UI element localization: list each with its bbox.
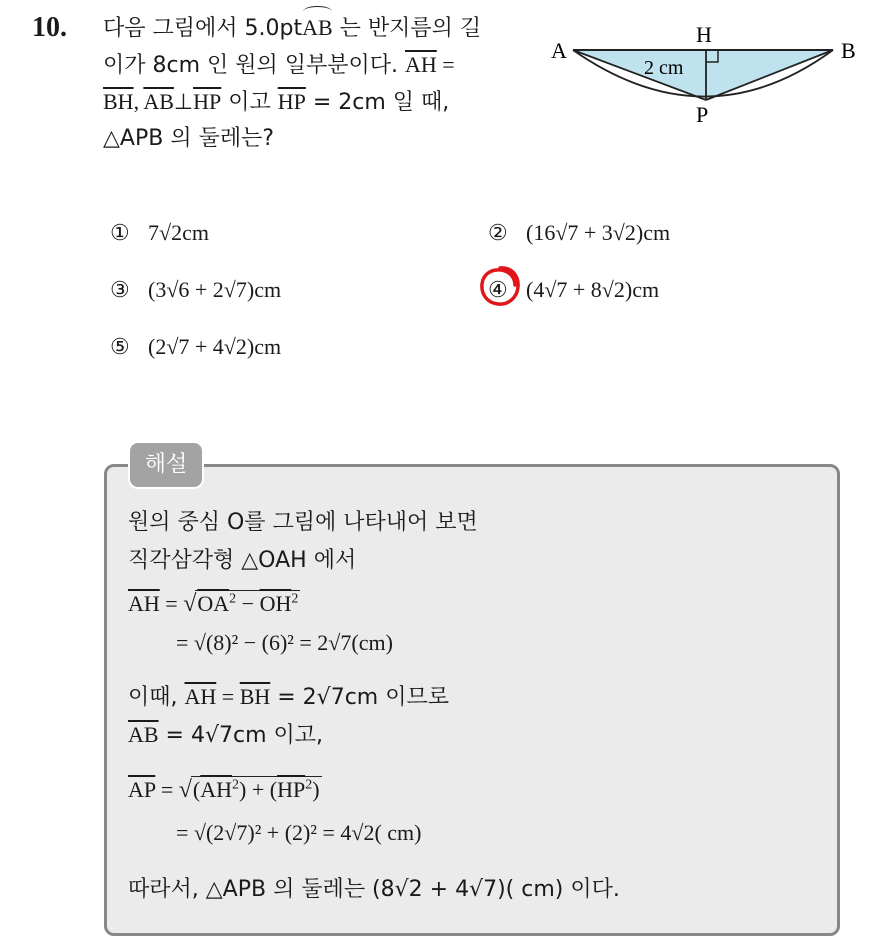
sol-eq-2: = xyxy=(216,684,240,709)
radicand-2: $(\overline{AH}^2) + (\overline{HP}^2)$ xyxy=(192,777,320,802)
sup-1: 2 xyxy=(229,591,237,607)
label-b: B xyxy=(841,38,856,63)
sol-ah: $\overline{AH}$ xyxy=(128,591,160,616)
sol-oh: $\overline{OH}$ xyxy=(259,591,292,616)
segment-ah: $\overline{AH}$ xyxy=(405,52,437,77)
sol-text-5b: = 2√7cm 이므로 xyxy=(270,685,449,710)
option-3[interactable] xyxy=(110,277,281,303)
sol-eq-3: = xyxy=(155,777,179,802)
sol-minus: − xyxy=(236,591,260,616)
solution-line-3 xyxy=(128,590,300,618)
sol-text-6b: = 4√7cm 이고, xyxy=(158,723,324,748)
geometry-diagram xyxy=(548,18,868,128)
solution-line-5 xyxy=(128,680,449,711)
sup-2: 2 xyxy=(291,591,299,607)
option-3-text: (3√6 + 2√7)cm xyxy=(148,277,282,302)
segment-hp: $\overline{HP}$ xyxy=(193,89,222,114)
option-4-mark: ④ xyxy=(488,277,508,302)
solution-line-9: 따라서, △APB 의 둘레는 (8√2 + 4√7)( cm) 이다. xyxy=(128,877,620,902)
sup-3: 2 xyxy=(232,777,240,793)
option-4-text: (4√7 + 8√2)cm xyxy=(526,277,660,302)
sol-bh: $\overline{BH}$ xyxy=(239,684,271,709)
option-1-text: 7√2cm xyxy=(148,220,209,245)
label-p: P xyxy=(696,102,709,127)
question-number: 10. xyxy=(32,12,67,43)
equals-sign: = xyxy=(436,52,455,77)
solution-line-8: = √(2√7)² + (2)² = 4√2( cm) xyxy=(176,820,422,845)
option-5-mark: ⑤ xyxy=(110,334,130,359)
label-length: 2 cm xyxy=(644,57,684,79)
sol-ab: $\overline{AB}$ xyxy=(128,722,159,747)
solution-line-6 xyxy=(128,718,323,749)
question-text-4: 이고 xyxy=(221,90,278,115)
label-a: A xyxy=(551,38,567,63)
sol-ah-2: $\overline{AH}$ xyxy=(184,684,217,709)
question-text-5: = 2cm 일 때, xyxy=(305,90,450,115)
segment-hp-2: $\overline{HP}$ xyxy=(277,89,306,114)
sol-oa: OA xyxy=(197,591,230,616)
option-1-mark: ① xyxy=(110,220,130,245)
radicand-1 xyxy=(195,590,300,617)
solution-line-1: 원의 중심 O를 그림에 나타내어 보면 xyxy=(128,510,478,535)
sup-4: 2 xyxy=(305,777,313,793)
solution-line-4: = √(8)² − (6)² = 2√7(cm) xyxy=(176,630,393,655)
option-2[interactable] xyxy=(488,220,670,246)
solution-line-2: 직각삼각형 △OAH 에서 xyxy=(128,548,357,573)
selected-answer-circle xyxy=(478,264,522,308)
option-1[interactable] xyxy=(110,220,209,246)
question-text-2: 는 반지름의 길 xyxy=(332,16,482,41)
solution-tab: 해설 xyxy=(128,441,204,489)
sol-eq-1: = xyxy=(159,591,184,616)
radical-sign-1: √ xyxy=(183,591,197,617)
comma: , xyxy=(133,89,144,114)
label-h: H xyxy=(696,22,712,47)
sol-hp: $\overline{HP}$ xyxy=(277,777,306,802)
question-text-6: △APB 의 둘레는? xyxy=(103,126,274,151)
question-text xyxy=(103,10,543,157)
arc-ab: AB xyxy=(302,10,333,46)
question-text-1: 다음 그림에서 5.0pt xyxy=(103,16,303,41)
option-2-text: (16√7 + 3√2)cm xyxy=(526,220,671,245)
sol-ap: $\overline{AP}$ xyxy=(128,777,156,802)
perp-symbol: ⊥ xyxy=(173,89,194,114)
option-5-text: (2√7 + 4√2)cm xyxy=(148,334,282,359)
sol-ah-3: $\overline{AH}$ xyxy=(200,777,233,802)
sol-text-5a: 이때, xyxy=(128,685,185,710)
segment-bh: $\overline{BH}$ xyxy=(103,89,134,114)
segment-ab: $\overline{AB}$ xyxy=(143,89,174,114)
option-5[interactable] xyxy=(110,334,281,360)
radical-sign-2: √ xyxy=(178,777,192,803)
option-2-mark: ② xyxy=(488,220,508,245)
question-text-3: 이가 8cm 인 원의 일부분이다. xyxy=(103,53,406,78)
option-3-mark: ③ xyxy=(110,277,130,302)
solution-line-7 xyxy=(128,776,322,804)
